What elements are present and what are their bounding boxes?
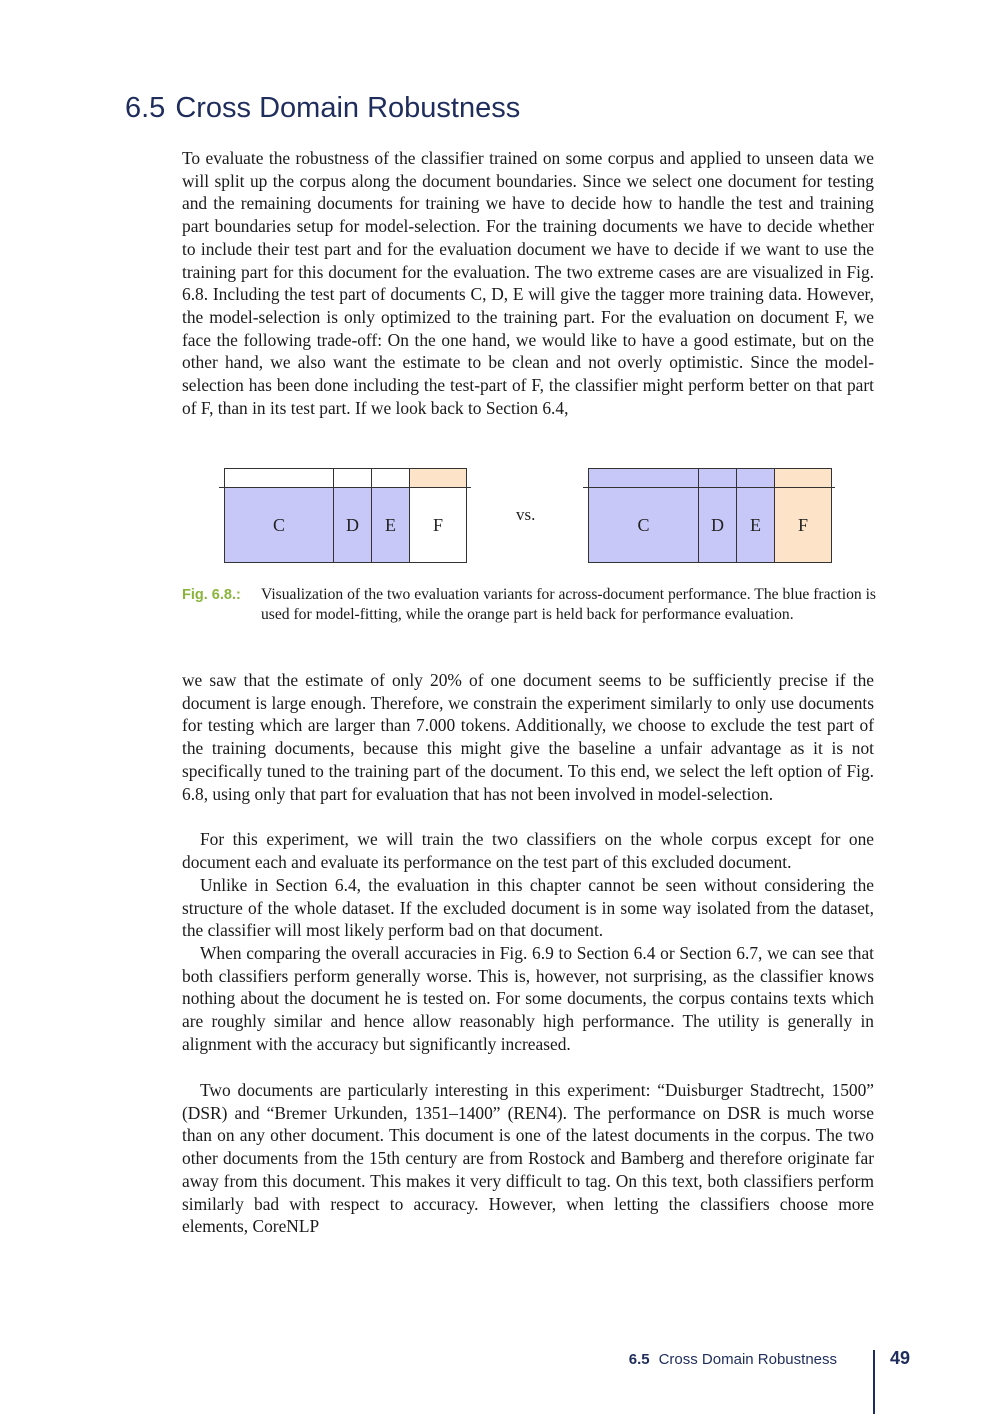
left-f-block: F xyxy=(409,487,467,563)
left-d-test-part xyxy=(333,468,372,488)
running-footer xyxy=(629,1351,837,1368)
left-e-test-part xyxy=(371,468,410,488)
paragraph-estimate: we saw that the estimate of only 20% of one document seems to be sufficiently precise if the document is large enough. Therefore, we constrain the experiment similarly to only use documents for testing which are larger than 7.000 tokens. Additionally, we choose to exclude the test part of the training documents, because this might give the baseline a unfair advantage as it is not specifically tuned to the training part of the document. To this end, we select the left option of Fig. 6.8, using only that part for evaluation that has not been involved in model-selection. xyxy=(182,670,874,804)
versus-label: vs. xyxy=(516,505,536,524)
right-e-test-part xyxy=(736,468,775,488)
figure-caption xyxy=(182,585,876,625)
right-c-block: C xyxy=(588,487,699,563)
figure-6-8 xyxy=(0,460,1000,570)
right-e-block: E xyxy=(736,487,775,563)
paragraph-experiment: For this experiment, we will train the two classifiers on the whole corpus except for one document each and evaluate its performance on the test part of this excluded document. xyxy=(182,829,874,872)
left-c-test-part xyxy=(224,468,334,488)
left-d-block: D xyxy=(333,487,372,563)
page-number: 49 xyxy=(890,1348,911,1368)
left-c-block: C xyxy=(224,487,334,563)
paragraph-documents: Two documents are particularly interesting in this experiment: “Duisburger Stadtrecht, 1500” (DSR) and “Bremer Urkunden, 1351–1400” (REN4). The performance on DSR is much worse than on any other document. This document is one of the latest documents in the corpus. The two other documents from the 15th century are from Rostock and Bamberg and therefore originate far away from this document. This makes it very difficult to tag. On this text, both classifiers perform similarly bad with respect to accuracy. However, when letting the classifiers choose more elements, CoreNLP xyxy=(182,1080,874,1237)
caption-text: Visualization of the two evaluation variants for across-document performance. The blue fraction is used for model-fitting, while the orange part is held back for performance evaluation. xyxy=(261,586,876,624)
left-f-test-part xyxy=(409,468,467,488)
paragraph-structure: Unlike in Section 6.4, the evaluation in this chapter cannot be seen without considering the structure of the whole dataset. If the excluded document is in some way isolated from the dataset, the classifier will most likely perform bad on that document. xyxy=(182,875,874,941)
paragraph-intro: To evaluate the robustness of the classifier trained on some corpus and applied to unseen data we will split up the corpus along the document boundaries. Since we select one document for testing and the remaining documents for training we have to decide how to handle the test and training part boundaries setup for model-selection. For the training documents we have to decide whether to include their test part and for the evaluation document we have to decide if we want to use the training part for this document for the evaluation. The two extreme cases are are visualized in Fig. 6.8. Including the test part of documents C, D, E will give the tagger more training data. However, the model-selection is only optimized to the training part. For the evaluation on document F, we face the following trade-off: On the one hand, we would like to have a good estimate, but on the other hand, we also want the estimate to be clean and not overly optimistic. Since the model-selection has been done including the test-part of F, the classifier might perform better on that part of F, than in its test part. If we look back to Section 6.4, xyxy=(182,148,874,418)
right-c-test-part xyxy=(588,468,699,488)
footer-rule xyxy=(873,1350,875,1414)
section-title: Cross Domain Robustness xyxy=(175,92,521,124)
right-d-block: D xyxy=(698,487,737,563)
section-number: 6.5 xyxy=(125,92,166,124)
caption-label: Fig. 6.8.: xyxy=(182,587,241,603)
footer-section-number: 6.5 xyxy=(628,1351,650,1368)
section-heading xyxy=(125,92,520,125)
right-d-test-part xyxy=(698,468,737,488)
right-f-block: F xyxy=(774,487,832,563)
footer-section-title: Cross Domain Robustness xyxy=(658,1351,837,1368)
paragraph-accuracies: When comparing the overall accuracies in Fig. 6.9 to Section 6.4 or Section 6.7, we can see that both classifiers perform generally worse. This is, however, not surprising, as the classifier knows nothing about the document he is tested on. For some documents, the corpus contains texts which are roughly similar and hence allow reasonably high performance. The utility is generally in alignment with the accuracy but significantly increased. xyxy=(182,943,874,1054)
right-f-test-part xyxy=(774,468,832,488)
left-e-block: E xyxy=(371,487,410,563)
